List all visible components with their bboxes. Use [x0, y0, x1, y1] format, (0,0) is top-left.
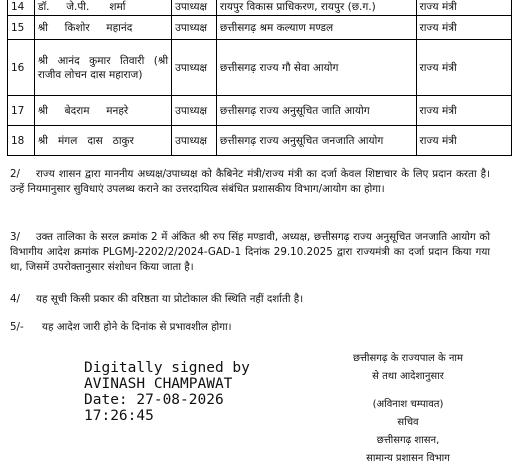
table-row — [8, 96, 512, 126]
paragraph-3 — [10, 230, 490, 275]
signer-designation: सचिव — [397, 417, 419, 428]
paragraph-4 — [10, 292, 490, 307]
official-name: श्री आनंद कुमार तिवारी (श्री राजीव लोचन दास महाराज) — [34, 40, 171, 96]
rank-status: राज्य मंत्री — [416, 40, 511, 96]
serial-number: 16 — [8, 40, 35, 96]
table-row — [8, 0, 512, 16]
rank-status: राज्य मंत्री — [416, 96, 511, 126]
official-name: श्री मंगल दास ठाकुर — [34, 126, 171, 156]
official-name: डॉ. जे.पी. शर्मा — [34, 0, 171, 16]
organization-name: रायपुर विकास प्राधिकरण, रायपुर (छ.ग.) — [216, 0, 416, 16]
organization-name: छत्तीसगढ़ राज्य गौ सेवा आयोग — [216, 40, 416, 96]
paragraph-text: यह आदेश जारी होने के दिनांक से प्रभावशील होगा। — [42, 321, 232, 333]
rank-status: राज्य मंत्री — [416, 16, 511, 40]
organization-name: छत्तीसगढ़ श्रम कल्याण मण्डल — [216, 16, 416, 40]
post-title: उपाध्यक्ष — [172, 16, 217, 40]
officials-table — [7, 0, 512, 156]
authority-line: से तथा आदेशानुसार — [372, 371, 444, 382]
paragraph-number: 2/ — [10, 168, 21, 180]
paragraph-text: उक्त तालिका के सरल क्रमांक 2 में अंकित श्री रुप सिंह मण्डावी, अध्यक्ष, छत्तीसगढ़ राज्य अनुसूचित जनजाति आयोग को विभागीय आदेश क्रमांक PLGMJ-2202/2/2024-GAD-1 दिनांक 29.10.2025 द्वारा राज्यमंत्री का दर्जा प्रदान किया गया था, जिसमें उपरोक्तानुसार संशोधन किया जाता है। — [10, 231, 490, 273]
official-name: श्री बेदराम मनहरे — [34, 96, 171, 126]
post-title: उपाध्यक्ष — [172, 96, 217, 126]
digital-signature-block — [84, 360, 250, 424]
signature-time: 17:26:45 — [84, 408, 154, 424]
official-name: श्री किशोर महानंद — [34, 16, 171, 40]
signature-date: Date: 27-08-2026 — [84, 392, 224, 408]
serial-number: 14 — [8, 0, 35, 16]
post-title: उपाध्यक्ष — [172, 0, 217, 16]
organization-name: छत्तीसगढ़ राज्य अनुसूचित जाति आयोग — [216, 96, 416, 126]
rank-status: राज्य मंत्री — [416, 126, 511, 156]
organization-name: छत्तीसगढ़ राज्य अनुसूचित जनजाति आयोग — [216, 126, 416, 156]
post-title: उपाध्यक्ष — [172, 126, 217, 156]
authority-line: छत्तीसगढ़ के राज्यपाल के नाम — [353, 353, 463, 364]
department-name: सामान्य प्रशासन विभाग — [366, 453, 450, 464]
table-row — [8, 40, 512, 96]
paragraph-text: राज्य शासन द्वारा माननीय अध्यक्ष/उपाध्यक्ष को कैबिनेट मंत्री/राज्य मंत्री का दर्जा केवल शिष्टाचार के लिए प्रदान करता है। उन्हें नियमानुसार सुविधाएं उपलब्ध कराने का उत्तरदायित्व संबंधित प्रशासकीय विभाग/आयोग का होगा। — [10, 168, 490, 195]
authority-block — [328, 350, 488, 468]
table-row — [8, 16, 512, 40]
paragraph-number: 3/ — [10, 231, 21, 243]
paragraph-number: 4/ — [10, 293, 21, 305]
signature-line: Digitally signed by — [84, 360, 250, 376]
paragraph-2 — [10, 167, 490, 197]
authority-line: छत्तीसगढ़ शासन, — [376, 435, 440, 446]
post-title: उपाध्यक्ष — [172, 40, 217, 96]
serial-number: 18 — [8, 126, 35, 156]
serial-number: 15 — [8, 16, 35, 40]
signer-name: AVINASH CHAMPAWAT — [84, 376, 233, 392]
signer-name-hindi: (अविनाश चम्पावत) — [372, 399, 444, 410]
rank-status: राज्य मंत्री — [416, 0, 511, 16]
serial-number: 17 — [8, 96, 35, 126]
paragraph-number: 5/- — [10, 321, 24, 333]
paragraph-text: यह सूची किसी प्रकार की वरिष्ठता या प्रोटोकाल की स्थिति नहीं दर्शाती है। — [36, 293, 304, 305]
paragraph-5 — [10, 320, 490, 335]
table-row — [8, 126, 512, 156]
